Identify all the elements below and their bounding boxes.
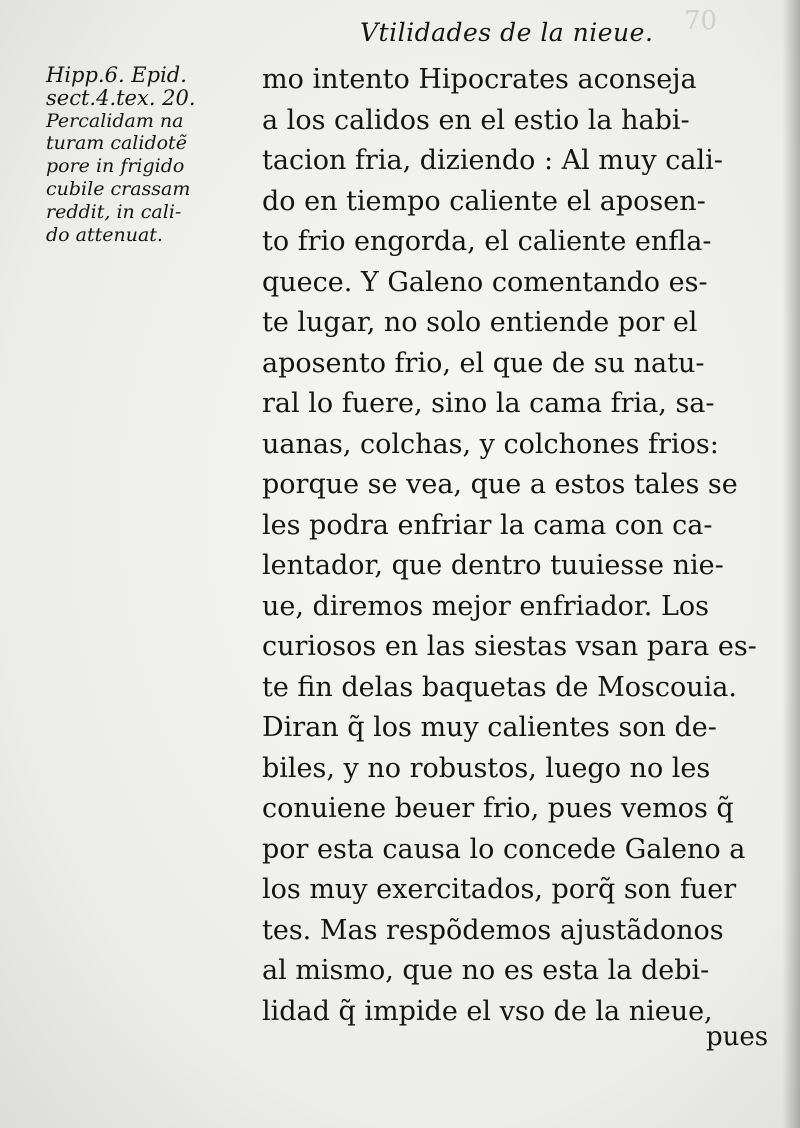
- running-head: Vtilidades de la nieue.: [360, 18, 654, 47]
- marginal-note-line: turam calidotẽ: [46, 132, 187, 155]
- text-line: uanas, colchas, y colchones frios:: [262, 428, 719, 460]
- page-number: 70: [684, 6, 718, 36]
- marginal-note-line: reddit, in cali-: [46, 200, 182, 223]
- catchword: pues: [706, 1022, 769, 1052]
- text-line: curiosos en las siestas vsan para es-: [262, 631, 757, 662]
- text-line: conuiene beuer frio, pues vemos q̃: [262, 793, 734, 824]
- marginal-note: [46, 64, 256, 246]
- text-line: por esta causa lo concede Galeno a: [262, 833, 746, 865]
- text-line: biles, y no robustos, luego no les: [262, 752, 711, 784]
- text-line: aposento frio, el que de su natu-: [262, 347, 705, 379]
- marginal-note-line: pore in frigido: [46, 155, 185, 178]
- text-line: lentador, que dentro tuuiesse nie-: [262, 550, 724, 581]
- text-line: ral lo fuere, sino la cama fria, sa-: [262, 388, 715, 419]
- text-line: lidad q̃ impide el vso de la nieue,: [262, 995, 713, 1027]
- marginal-note-line: Percalidam na: [46, 109, 184, 132]
- text-line: to frio engorda, el caliente enfla-: [262, 226, 712, 257]
- marginal-note-line: Hipp.6. Epid.: [46, 63, 187, 87]
- marginal-note-line: cubile crassam: [46, 177, 191, 200]
- text-line: les podra enfriar la cama con ca-: [262, 509, 713, 541]
- body-text: [262, 60, 772, 1032]
- text-line: quece. Y Galeno comentando es-: [262, 266, 708, 298]
- text-line: do en tiempo caliente el aposen-: [262, 185, 706, 217]
- text-line: a los calidos en el estio la habi-: [262, 104, 690, 136]
- marginal-note-line: sect.4.tex. 20.: [46, 85, 196, 110]
- text-line: mo intento Hipocrates aconseja: [262, 64, 697, 95]
- text-line: tacion fria, diziendo : Al muy cali-: [262, 145, 723, 176]
- text-line: porque se vea, que a estos tales se: [262, 469, 738, 500]
- text-line: Diran q̃ los muy calientes son de-: [262, 712, 717, 743]
- text-line: ue, diremos mejor enfriador. Los: [262, 590, 710, 622]
- text-line: te lugar, no solo entiende por el: [262, 307, 698, 338]
- text-line: tes. Mas respõdemos ajustãdonos: [262, 914, 724, 946]
- text-line: te fin delas baquetas de Moscouia.: [262, 671, 737, 703]
- marginal-note-line: do attenuat.: [46, 223, 163, 246]
- text-line: al mismo, que no es esta la debi-: [262, 955, 710, 986]
- text-line: los muy exercitados, porq̃ son fuer: [262, 874, 737, 905]
